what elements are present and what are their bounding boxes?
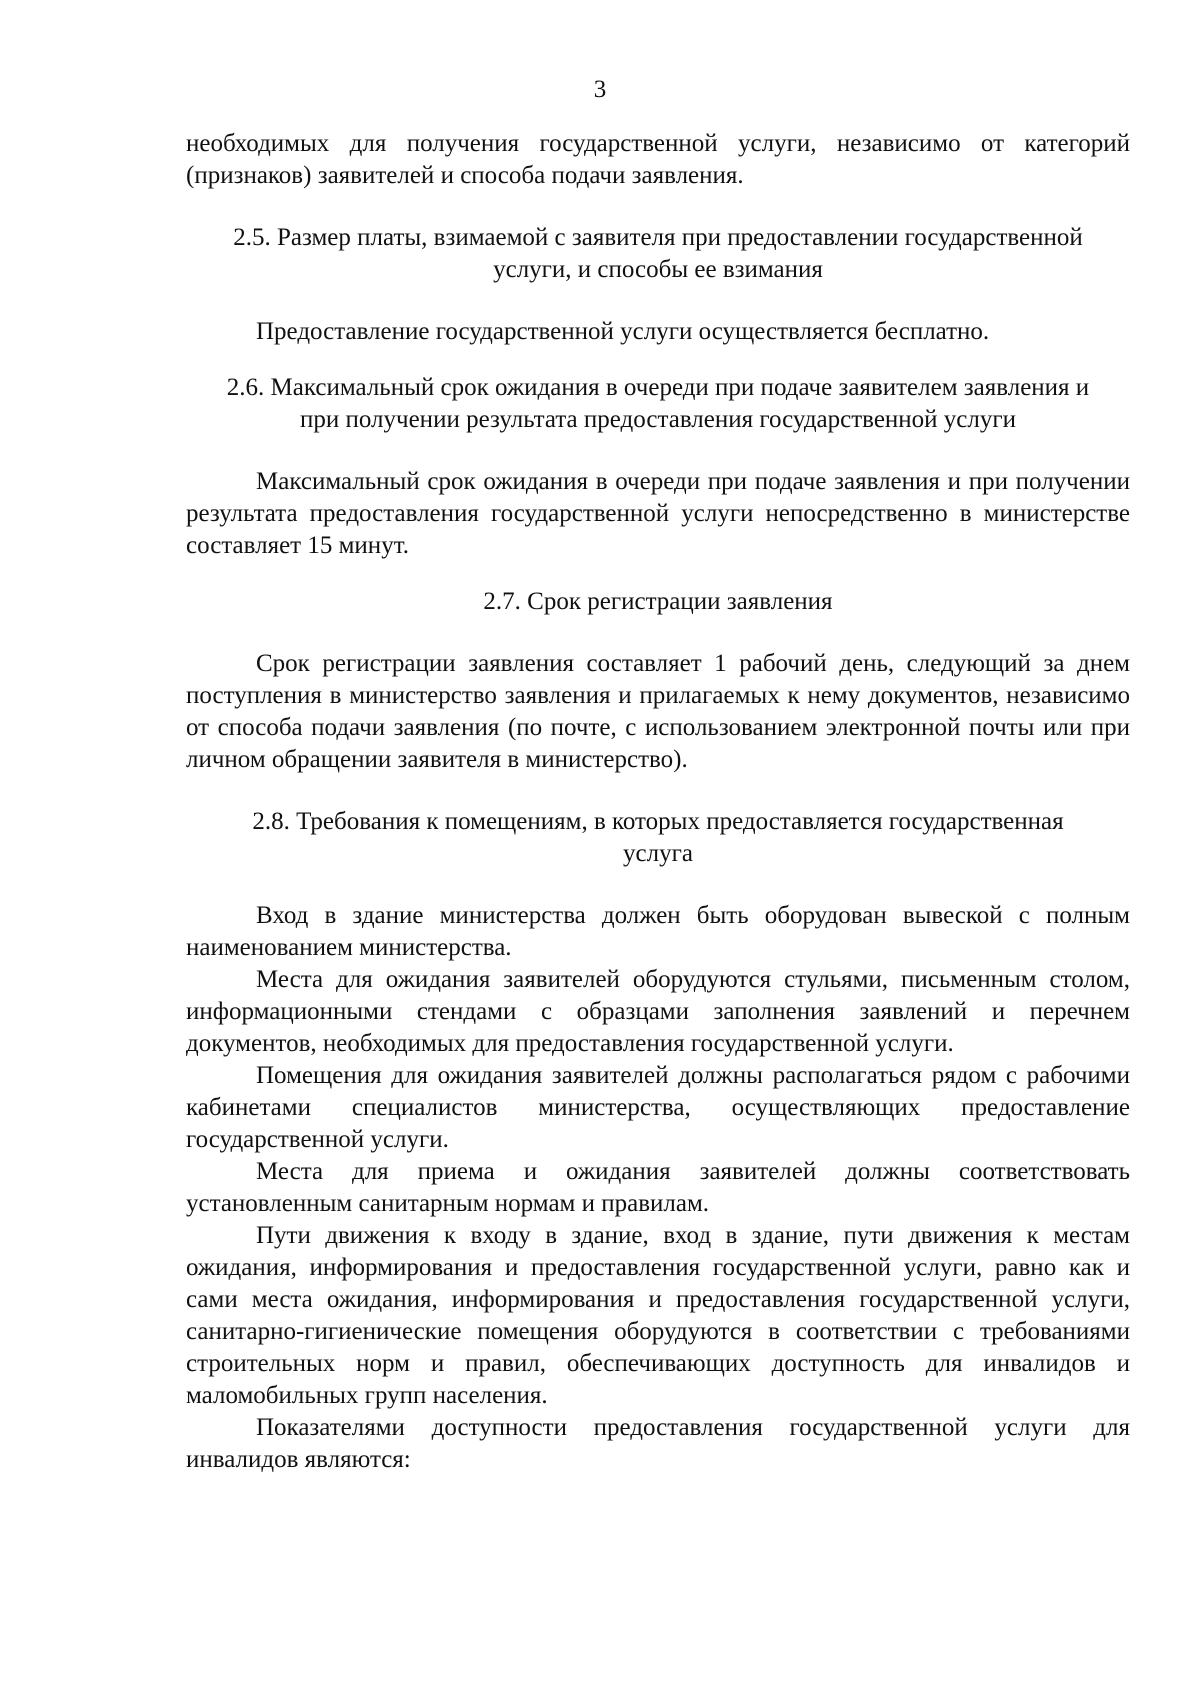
section-heading-2-6: 2.6. Максимальный срок ожидания в очереди при подаче заявителем заявления и при получении результата предоставления государственной услуги: [226, 374, 1090, 433]
paragraph-2-5: Предоставление государственной услуги осуществляется бесплатно.: [256, 318, 990, 345]
paragraph-2-8-sanitary: Места для приема и ожидания заявителей должны соответствовать установленным санитарным нормам и правилам.: [186, 1158, 1130, 1217]
paragraph-2-8-indicators: Показателями доступности предоставления государственной услуги для инвалидов являются:: [186, 1414, 1130, 1473]
section-heading-2-8: 2.8. Требования к помещениям, в которых предоставляется государственная услуга: [252, 808, 1064, 867]
paragraph-2-8-waiting-places: Места для ожидания заявителей оборудуются стульями, письменным столом, информационными стендами с образцами заполнения заявлений и перечнем документов, необходимых для предоставления государственной услуги.: [186, 966, 1130, 1057]
page-number: 3: [593, 76, 607, 103]
section-heading-2-7: 2.7. Срок регистрации заявления: [483, 588, 833, 615]
paragraph-2-7: Срок регистрации заявления составляет 1 рабочий день, следующий за днем поступления в министерство заявления и прилагаемых к нему документов, независимо от способа подачи заявления (по почте, с использованием электронной почты или при личном обращении заявителя в министерство).: [186, 650, 1130, 773]
paragraph-2-6: Максимальный срок ожидания в очереди при подаче заявления и при получении результата предоставления государственной услуги непосредственно в министерстве составляет 15 минут.: [186, 468, 1130, 559]
paragraph-continuation: необходимых для получения государственной услуги, независимо от категорий (признаков) заявителей и способа подачи заявления.: [186, 130, 1130, 189]
paragraph-2-8-accessibility: Пути движения к входу в здание, вход в здание, пути движения к местам ожидания, информирования и предоставления государственной услуги, равно как и сами места ожидания, информирования и предоставления государственной услуги, санитарно-гигиенические помещения оборудуются в соответствии с требованиями строительных норм и правил, обеспечивающих доступность для инвалидов и маломобильных групп населения.: [186, 1222, 1130, 1409]
paragraph-2-8-waiting-rooms: Помещения для ожидания заявителей должны располагаться рядом с рабочими кабинетами специалистов министерства, осуществляющих предоставление государственной услуги.: [186, 1062, 1130, 1153]
paragraph-2-8-entrance: Вход в здание министерства должен быть оборудован вывеской с полным наименованием министерства.: [186, 902, 1130, 961]
document-body: [186, 128, 1130, 1476]
section-heading-2-5: 2.5. Размер платы, взимаемой с заявителя при предоставлении государственной услуги, и способы ее взимания: [233, 224, 1083, 283]
